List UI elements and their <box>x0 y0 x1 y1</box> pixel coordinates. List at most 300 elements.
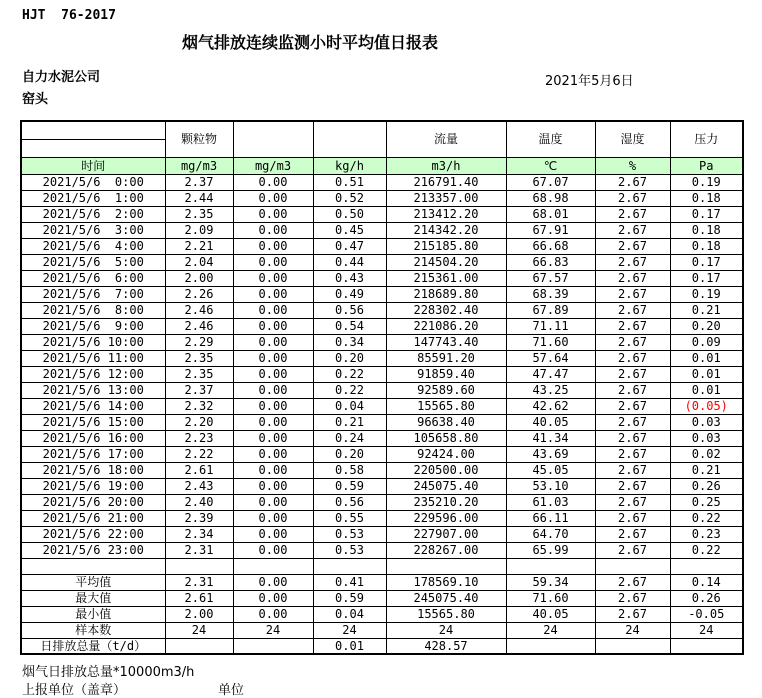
cell: 2.21 <box>165 238 233 254</box>
unit-header-pa: Pa <box>670 157 743 174</box>
hourly-data-row <box>21 318 743 334</box>
cell: 2.67 <box>595 574 670 590</box>
cell: 2021/5/6 10:00 <box>21 334 165 350</box>
cell <box>670 558 743 574</box>
cell: 91859.40 <box>386 366 506 382</box>
cell: 2.67 <box>595 462 670 478</box>
cell: 105658.80 <box>386 430 506 446</box>
cell: 65.99 <box>506 542 595 558</box>
cell: 0.58 <box>313 462 386 478</box>
cell: 24 <box>233 622 313 638</box>
cell: 0.20 <box>313 446 386 462</box>
cell: 2.35 <box>165 366 233 382</box>
cell: 2.37 <box>165 174 233 190</box>
cell: 85591.20 <box>386 350 506 366</box>
cell: 2021/5/6 13:00 <box>21 382 165 398</box>
cell: 67.57 <box>506 270 595 286</box>
unit-header-time: 时间 <box>21 157 165 174</box>
hourly-data-row <box>21 526 743 542</box>
cell: 2.67 <box>595 382 670 398</box>
cell: 2.31 <box>165 542 233 558</box>
cell <box>21 558 165 574</box>
data-rows-body <box>21 174 743 558</box>
cell: 228302.40 <box>386 302 506 318</box>
cell: 0.01 <box>670 350 743 366</box>
cell: 2021/5/6 3:00 <box>21 222 165 238</box>
hourly-data-row <box>21 462 743 478</box>
cell: 245075.40 <box>386 590 506 606</box>
cell <box>670 638 743 654</box>
cell: 0.59 <box>313 478 386 494</box>
cell <box>386 558 506 574</box>
cell: 0.00 <box>233 366 313 382</box>
cell: 68.39 <box>506 286 595 302</box>
cell: 2021/5/6 9:00 <box>21 318 165 334</box>
cell: 2.67 <box>595 606 670 622</box>
cell: 92589.60 <box>386 382 506 398</box>
header-blank-bottom <box>21 139 165 157</box>
cell: 2.67 <box>595 238 670 254</box>
unit-header-m3h: m3/h <box>386 157 506 174</box>
hourly-data-row <box>21 542 743 558</box>
cell: 71.60 <box>506 334 595 350</box>
cell: 0.24 <box>313 430 386 446</box>
summary-row <box>21 622 743 638</box>
hourly-data-row <box>21 366 743 382</box>
cell: 0.00 <box>233 590 313 606</box>
cell: 0.53 <box>313 526 386 542</box>
cell: 0.00 <box>233 334 313 350</box>
spacer-row <box>21 558 743 574</box>
hourly-data-row <box>21 238 743 254</box>
cell: 2.39 <box>165 510 233 526</box>
cell: 178569.10 <box>386 574 506 590</box>
cell: 0.00 <box>233 206 313 222</box>
cell: 2021/5/6 7:00 <box>21 286 165 302</box>
cell: 0.21 <box>313 414 386 430</box>
cell: 2.67 <box>595 174 670 190</box>
cell: 0.00 <box>233 254 313 270</box>
unit-header-celsius: ℃ <box>506 157 595 174</box>
cell: 0.17 <box>670 206 743 222</box>
cell: 样本数 <box>21 622 165 638</box>
cell: 2.37 <box>165 382 233 398</box>
cell: 2021/5/6 6:00 <box>21 270 165 286</box>
cell: 0.00 <box>233 478 313 494</box>
cell: 2021/5/6 18:00 <box>21 462 165 478</box>
cell: 2.44 <box>165 190 233 206</box>
cell: 2.29 <box>165 334 233 350</box>
cell: 43.25 <box>506 382 595 398</box>
cell: 2.04 <box>165 254 233 270</box>
cell: 0.00 <box>233 606 313 622</box>
cell: 66.68 <box>506 238 595 254</box>
cell: 0.19 <box>670 174 743 190</box>
cell: 2021/5/6 20:00 <box>21 494 165 510</box>
hourly-data-row <box>21 494 743 510</box>
cell: 2.46 <box>165 302 233 318</box>
cell: 45.05 <box>506 462 595 478</box>
cell: 215361.00 <box>386 270 506 286</box>
hourly-data-row <box>21 270 743 286</box>
cell: 0.00 <box>233 174 313 190</box>
cell <box>233 638 313 654</box>
hourly-data-row <box>21 510 743 526</box>
cell: 0.47 <box>313 238 386 254</box>
cell: 40.05 <box>506 606 595 622</box>
cell: 0.00 <box>233 526 313 542</box>
cell: 67.89 <box>506 302 595 318</box>
cell: 2021/5/6 11:00 <box>21 350 165 366</box>
cell: 0.54 <box>313 318 386 334</box>
cell: 47.47 <box>506 366 595 382</box>
cell: 2.67 <box>595 222 670 238</box>
cell: 2.67 <box>595 510 670 526</box>
cell: 0.01 <box>313 638 386 654</box>
cell: 24 <box>313 622 386 638</box>
cell: 2.00 <box>165 606 233 622</box>
cell: 0.26 <box>670 478 743 494</box>
cell: 24 <box>165 622 233 638</box>
cell: 92424.00 <box>386 446 506 462</box>
cell: 0.17 <box>670 270 743 286</box>
cell: 0.44 <box>313 254 386 270</box>
cell: 53.10 <box>506 478 595 494</box>
cell: 2.67 <box>595 206 670 222</box>
cell: 0.00 <box>233 302 313 318</box>
header-blank-col3 <box>233 121 313 157</box>
cell: 0.00 <box>233 190 313 206</box>
hourly-data-row <box>21 302 743 318</box>
hourly-data-row <box>21 446 743 462</box>
cell: 2.46 <box>165 318 233 334</box>
cell: 43.69 <box>506 446 595 462</box>
cell: 24 <box>670 622 743 638</box>
cell: 0.51 <box>313 174 386 190</box>
cell: 0.22 <box>670 542 743 558</box>
cell: 2021/5/6 23:00 <box>21 542 165 558</box>
cell: 2.67 <box>595 398 670 414</box>
unit-header-percent: % <box>595 157 670 174</box>
header-blank-top <box>21 121 165 139</box>
cell: 68.01 <box>506 206 595 222</box>
cell: 66.11 <box>506 510 595 526</box>
cell: 2.61 <box>165 590 233 606</box>
cell: 15565.80 <box>386 606 506 622</box>
cell: 最大值 <box>21 590 165 606</box>
company-name: 自力水泥公司 <box>22 70 101 85</box>
cell: 2021/5/6 22:00 <box>21 526 165 542</box>
cell: 2.67 <box>595 302 670 318</box>
cell <box>165 638 233 654</box>
cell: 68.98 <box>506 190 595 206</box>
cell: 0.50 <box>313 206 386 222</box>
cell: 218689.80 <box>386 286 506 302</box>
cell: 2.67 <box>595 334 670 350</box>
hourly-data-row <box>21 430 743 446</box>
cell: 0.00 <box>233 414 313 430</box>
hourly-data-row <box>21 254 743 270</box>
cell <box>506 638 595 654</box>
cell: 0.00 <box>233 398 313 414</box>
cell: (0.05) <box>670 398 743 414</box>
cell: 2021/5/6 1:00 <box>21 190 165 206</box>
cell: 2.67 <box>595 286 670 302</box>
cell: 0.19 <box>670 286 743 302</box>
cell: 0.43 <box>313 270 386 286</box>
cell: 0.49 <box>313 286 386 302</box>
cell: 2.67 <box>595 542 670 558</box>
cell: 0.00 <box>233 238 313 254</box>
cell: 215185.80 <box>386 238 506 254</box>
cell: 0.56 <box>313 302 386 318</box>
cell: 245075.40 <box>386 478 506 494</box>
cell: 24 <box>506 622 595 638</box>
header-temperature: 温度 <box>506 121 595 157</box>
header-flow: 流量 <box>386 121 506 157</box>
cell <box>595 558 670 574</box>
cell: 0.56 <box>313 494 386 510</box>
cell: 2021/5/6 4:00 <box>21 238 165 254</box>
summary-rows-body <box>21 574 743 654</box>
hourly-data-row <box>21 398 743 414</box>
cell: 0.22 <box>313 382 386 398</box>
cell: 2021/5/6 12:00 <box>21 366 165 382</box>
cell: 2.35 <box>165 206 233 222</box>
cell: 2.67 <box>595 366 670 382</box>
cell: 0.04 <box>313 398 386 414</box>
summary-row <box>21 590 743 606</box>
cell: 2021/5/6 16:00 <box>21 430 165 446</box>
report-unit-label: 上报单位（盖章） <box>22 683 127 698</box>
cell: 0.26 <box>670 590 743 606</box>
cell: 0.03 <box>670 414 743 430</box>
summary-row <box>21 638 743 654</box>
cell: 0.00 <box>233 494 313 510</box>
cell: 2021/5/6 8:00 <box>21 302 165 318</box>
cell: 2021/5/6 21:00 <box>21 510 165 526</box>
cell: 2021/5/6 2:00 <box>21 206 165 222</box>
cell: 0.00 <box>233 510 313 526</box>
cell: 0.02 <box>670 446 743 462</box>
cell: 40.05 <box>506 414 595 430</box>
cell: 2.09 <box>165 222 233 238</box>
cell: 2.67 <box>595 190 670 206</box>
header-pressure: 压力 <box>670 121 743 157</box>
standard-code: HJT 76-2017 <box>22 8 116 23</box>
cell: 235210.20 <box>386 494 506 510</box>
unit-header-mgm3-1: mg/m3 <box>165 157 233 174</box>
cell: 2.67 <box>595 478 670 494</box>
cell: 0.45 <box>313 222 386 238</box>
cell: 0.18 <box>670 222 743 238</box>
hourly-data-row <box>21 174 743 190</box>
cell: 0.14 <box>670 574 743 590</box>
hourly-data-row <box>21 334 743 350</box>
cell: 2.67 <box>595 350 670 366</box>
cell: 0.00 <box>233 382 313 398</box>
cell: 0.59 <box>313 590 386 606</box>
hourly-data-row <box>21 222 743 238</box>
flue-gas-total-note: 烟气日排放总量*10000m3/h <box>22 665 195 680</box>
cell: 96638.40 <box>386 414 506 430</box>
cell: 229596.00 <box>386 510 506 526</box>
cell: 2.61 <box>165 462 233 478</box>
cell: 0.00 <box>233 318 313 334</box>
cell: 0.00 <box>233 286 313 302</box>
cell: 2021/5/6 5:00 <box>21 254 165 270</box>
monitoring-table <box>20 120 744 655</box>
cell: 0.22 <box>313 366 386 382</box>
cell <box>313 558 386 574</box>
unit-header-kgh: kg/h <box>313 157 386 174</box>
cell <box>165 558 233 574</box>
cell: 42.62 <box>506 398 595 414</box>
unit-label: 单位 <box>218 683 245 698</box>
cell: 2.20 <box>165 414 233 430</box>
cell: 71.60 <box>506 590 595 606</box>
hourly-data-row <box>21 286 743 302</box>
hourly-data-row <box>21 414 743 430</box>
cell: 2021/5/6 14:00 <box>21 398 165 414</box>
report-title: 烟气排放连续监测小时平均值日报表 <box>181 33 438 52</box>
cell: 0.21 <box>670 462 743 478</box>
cell: 2.26 <box>165 286 233 302</box>
monitoring-point-name: 窑头 <box>22 92 49 107</box>
cell: 2.67 <box>595 494 670 510</box>
cell: 71.11 <box>506 318 595 334</box>
hourly-data-row <box>21 382 743 398</box>
cell: 0.00 <box>233 462 313 478</box>
cell: 216791.40 <box>386 174 506 190</box>
cell: 0.00 <box>233 430 313 446</box>
cell: 213412.20 <box>386 206 506 222</box>
cell: 213357.00 <box>386 190 506 206</box>
cell: 0.53 <box>313 542 386 558</box>
cell: 0.17 <box>670 254 743 270</box>
cell: 0.00 <box>233 446 313 462</box>
cell: 2.67 <box>595 414 670 430</box>
cell: 0.22 <box>670 510 743 526</box>
cell: 2.22 <box>165 446 233 462</box>
cell: 0.20 <box>670 318 743 334</box>
cell: 0.23 <box>670 526 743 542</box>
cell: 0.00 <box>233 222 313 238</box>
cell <box>595 638 670 654</box>
cell: 0.18 <box>670 190 743 206</box>
cell: 0.01 <box>670 366 743 382</box>
cell: 0.00 <box>233 350 313 366</box>
cell: 0.00 <box>233 542 313 558</box>
cell: 日排放总量（t/d） <box>21 638 165 654</box>
cell: 147743.40 <box>386 334 506 350</box>
header-blank-col4 <box>313 121 386 157</box>
cell: 2.67 <box>595 270 670 286</box>
cell: 0.18 <box>670 238 743 254</box>
cell: 2021/5/6 15:00 <box>21 414 165 430</box>
cell: 220500.00 <box>386 462 506 478</box>
cell: 41.34 <box>506 430 595 446</box>
hourly-data-row <box>21 478 743 494</box>
cell: 2.67 <box>595 254 670 270</box>
cell: 2.32 <box>165 398 233 414</box>
cell: 2021/5/6 17:00 <box>21 446 165 462</box>
summary-row <box>21 574 743 590</box>
cell <box>233 558 313 574</box>
cell: 228267.00 <box>386 542 506 558</box>
hourly-data-row <box>21 350 743 366</box>
cell: 2.00 <box>165 270 233 286</box>
cell: 0.20 <box>313 350 386 366</box>
report-date: 2021年5月6日 <box>545 74 634 89</box>
cell: 0.55 <box>313 510 386 526</box>
header-particulate: 颗粒物 <box>165 121 233 157</box>
cell: 2021/5/6 0:00 <box>21 174 165 190</box>
cell: 214342.20 <box>386 222 506 238</box>
cell <box>506 558 595 574</box>
cell: 0.34 <box>313 334 386 350</box>
cell: 最小值 <box>21 606 165 622</box>
cell: 214504.20 <box>386 254 506 270</box>
summary-row <box>21 606 743 622</box>
cell: 2.35 <box>165 350 233 366</box>
cell: 2.67 <box>595 446 670 462</box>
cell: 66.83 <box>506 254 595 270</box>
cell: 0.25 <box>670 494 743 510</box>
cell: 2.23 <box>165 430 233 446</box>
group-header-row <box>21 121 743 139</box>
cell: 0.04 <box>313 606 386 622</box>
cell: 2.31 <box>165 574 233 590</box>
cell: 0.52 <box>313 190 386 206</box>
cell: 平均值 <box>21 574 165 590</box>
cell: 15565.80 <box>386 398 506 414</box>
spacer-row-body <box>21 558 743 574</box>
cell: 0.00 <box>233 574 313 590</box>
cell: 0.03 <box>670 430 743 446</box>
hourly-data-row <box>21 190 743 206</box>
hourly-data-row <box>21 206 743 222</box>
cell: 0.41 <box>313 574 386 590</box>
cell: 57.64 <box>506 350 595 366</box>
cell: 227907.00 <box>386 526 506 542</box>
cell: 0.01 <box>670 382 743 398</box>
cell: 59.34 <box>506 574 595 590</box>
cell: 0.21 <box>670 302 743 318</box>
cell: 2.67 <box>595 526 670 542</box>
cell: 24 <box>386 622 506 638</box>
cell: -0.05 <box>670 606 743 622</box>
cell: 61.03 <box>506 494 595 510</box>
cell: 2.67 <box>595 318 670 334</box>
unit-header-mgm3-2: mg/m3 <box>233 157 313 174</box>
cell: 221086.20 <box>386 318 506 334</box>
unit-header-row <box>21 157 743 174</box>
cell: 2.43 <box>165 478 233 494</box>
cell: 2.67 <box>595 590 670 606</box>
cell: 64.70 <box>506 526 595 542</box>
cell: 2.34 <box>165 526 233 542</box>
cell: 67.91 <box>506 222 595 238</box>
cell: 24 <box>595 622 670 638</box>
header-humidity: 湿度 <box>595 121 670 157</box>
cell: 2.67 <box>595 430 670 446</box>
cell: 2021/5/6 19:00 <box>21 478 165 494</box>
cell: 0.00 <box>233 270 313 286</box>
cell: 2.40 <box>165 494 233 510</box>
cell: 428.57 <box>386 638 506 654</box>
cell: 67.07 <box>506 174 595 190</box>
